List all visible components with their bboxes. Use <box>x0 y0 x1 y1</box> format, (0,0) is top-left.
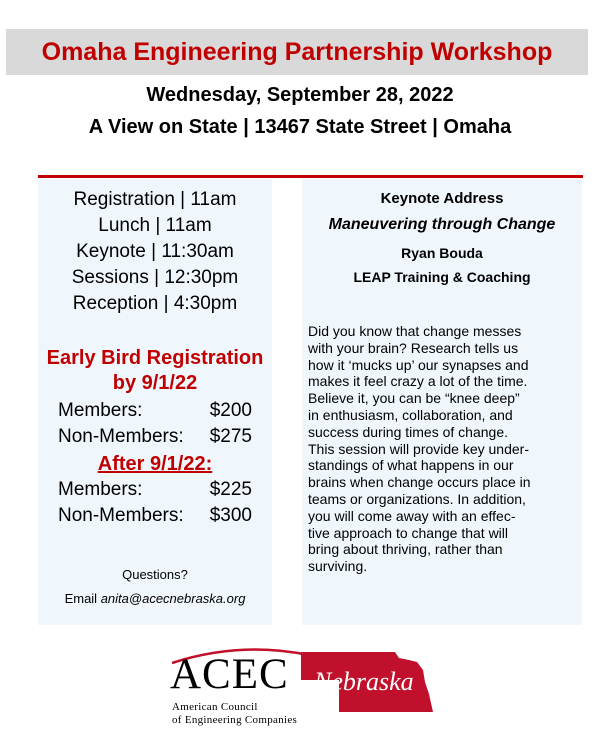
description-line: makes it feel crazy a lot of the time. <box>308 373 528 390</box>
email-link[interactable]: anita@acecnebraska.org <box>100 591 246 606</box>
price-label: Members: <box>58 400 143 421</box>
description-line: how it ‘mucks up’ our synapses and <box>308 356 529 373</box>
description-line: success during times of change. <box>308 423 508 440</box>
event-venue: A View on State | 13467 State Street | Omaha <box>88 116 512 138</box>
speaker-organization: LEAP Training & Coaching <box>353 269 531 285</box>
schedule-item: Reception | 4:30pm <box>72 293 238 314</box>
description-line: you will come away with an effec- <box>308 507 516 524</box>
logo-nebraska-text: Nebraska <box>314 667 414 696</box>
description-line: bring about thriving, rather than <box>308 541 503 558</box>
price-value: $275 <box>209 426 252 447</box>
logo-subtitle-1: American Council <box>172 701 258 713</box>
description-line: Did you know that change messes <box>308 323 522 339</box>
price-value: $225 <box>209 479 252 500</box>
description-line: Believe it, you can be “knee deep” <box>308 390 520 407</box>
schedule-panel <box>38 179 272 625</box>
schedule-item: Keynote | 11:30am <box>76 241 234 262</box>
keynote-title: Maneuvering through Change <box>328 216 556 233</box>
acec-nebraska-logo <box>166 645 436 730</box>
schedule-item: Sessions | 12:30pm <box>71 267 239 288</box>
logo-subtitle-2: of Engineering Companies <box>172 714 298 726</box>
speaker-name: Ryan Bouda <box>401 245 483 261</box>
price-value: $300 <box>209 505 252 526</box>
logo-acec-text: ACEC <box>170 651 289 698</box>
early-bird-deadline: by 9/1/22 <box>112 372 198 394</box>
description-line: standings of what happens in our <box>308 457 514 474</box>
divider-rule <box>38 175 583 178</box>
description-line: with your brain? Research tells us <box>308 339 519 356</box>
questions-label: Questions? <box>122 567 188 582</box>
keynote-heading: Keynote Address <box>380 190 504 207</box>
schedule-item: Registration | 11am <box>73 189 237 210</box>
price-label: Non-Members: <box>58 505 184 526</box>
price-label: Non-Members: <box>58 426 184 447</box>
keynote-description <box>308 323 576 575</box>
description-line: in enthusiasm, collaboration, and <box>308 406 513 423</box>
event-title: Omaha Engineering Partnership Workshop <box>41 37 553 66</box>
price-label: Members: <box>58 479 143 500</box>
contact-line <box>38 591 272 606</box>
title-band <box>6 29 588 75</box>
description-line: brains when change occurs place in <box>308 474 531 491</box>
description-line: tive approach to change that will <box>308 524 509 541</box>
event-date: Wednesday, September 28, 2022 <box>146 84 454 106</box>
price-value: $200 <box>209 400 252 421</box>
description-line: teams or organizations. In addition, <box>308 490 526 507</box>
after-heading: After 9/1/22: <box>97 453 213 475</box>
keynote-panel <box>302 179 582 625</box>
description-line: This session will provide key under- <box>308 440 529 457</box>
description-line: surviving. <box>308 558 368 575</box>
early-bird-heading: Early Bird Registration <box>46 347 264 369</box>
schedule-item: Lunch | 11am <box>98 215 212 236</box>
email-label: Email <box>64 591 98 606</box>
